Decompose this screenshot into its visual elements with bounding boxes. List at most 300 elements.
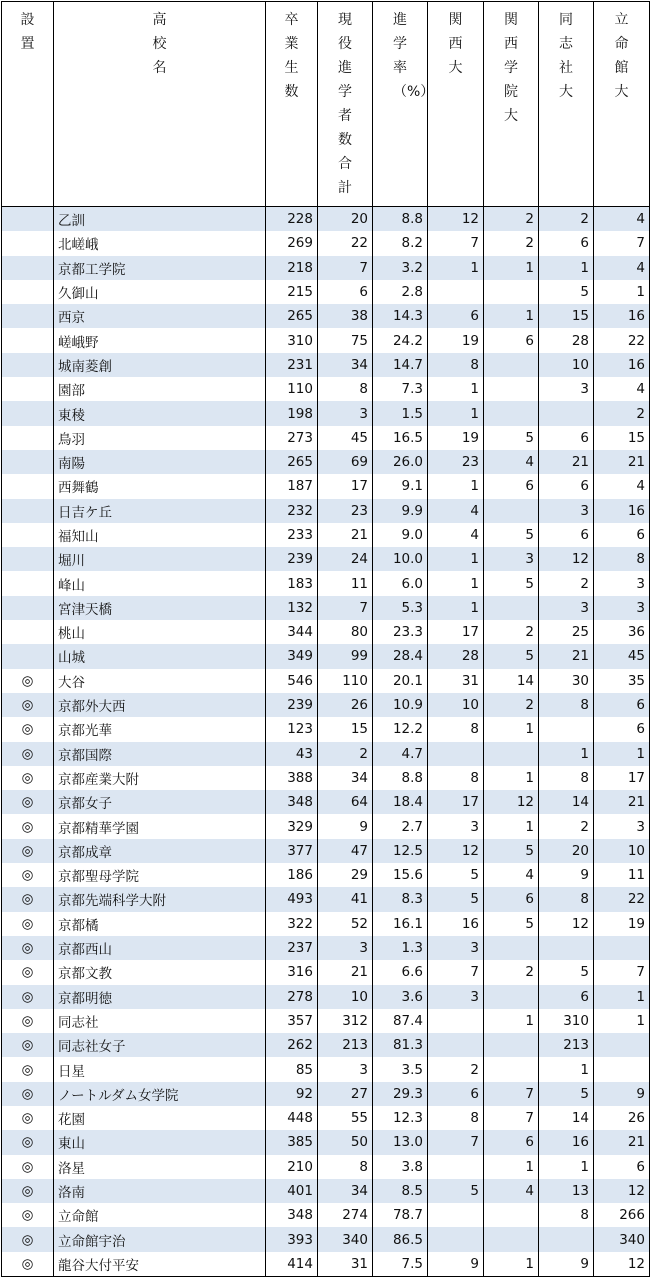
table-row xyxy=(2,1057,650,1081)
school-name-cell: 西京 xyxy=(54,304,266,328)
table-row xyxy=(2,474,650,498)
enrollment-rate-cell: 87.4 xyxy=(373,1009,428,1033)
current-enrollees-cell: 34 xyxy=(318,1179,373,1203)
table-row xyxy=(2,1106,650,1130)
kansai-univ-cell: 3 xyxy=(428,814,484,838)
ritsumeikan-univ-cell: 7 xyxy=(594,231,650,255)
school-name-cell: 日吉ケ丘 xyxy=(54,499,266,523)
kwansei-gakuin-univ-cell xyxy=(484,401,539,425)
kansai-univ-cell xyxy=(428,1203,484,1227)
table-row xyxy=(2,814,650,838)
kansai-univ-cell: 19 xyxy=(428,426,484,450)
school-name-cell: 京都西山 xyxy=(54,936,266,960)
enrollment-rate-cell: 9.0 xyxy=(373,523,428,547)
kwansei-gakuin-univ-cell xyxy=(484,353,539,377)
ritsumeikan-univ-cell: 4 xyxy=(594,474,650,498)
kwansei-gakuin-univ-cell: 5 xyxy=(484,523,539,547)
graduates-cell: 388 xyxy=(266,766,318,790)
school-name-cell: 桃山 xyxy=(54,620,266,644)
enrollment-rate-cell: 12.3 xyxy=(373,1106,428,1130)
table-row xyxy=(2,1203,650,1227)
current-enrollees-cell: 64 xyxy=(318,790,373,814)
header-row xyxy=(2,2,650,207)
school-name-cell: 京都女子 xyxy=(54,790,266,814)
graduates-cell: 269 xyxy=(266,231,318,255)
doshisha-univ-cell: 6 xyxy=(539,474,594,498)
school-name-cell: 山城 xyxy=(54,644,266,668)
kansai-univ-cell xyxy=(428,1227,484,1251)
enrollment-rate-cell: 8.8 xyxy=(373,207,428,232)
doshisha-univ-cell: 15 xyxy=(539,304,594,328)
setting-mark-cell: ◎ xyxy=(2,1009,54,1033)
school-name-cell: 久御山 xyxy=(54,280,266,304)
current-enrollees-cell: 22 xyxy=(318,231,373,255)
current-enrollees-cell: 31 xyxy=(318,1252,373,1277)
setting-mark-cell: ◎ xyxy=(2,1106,54,1130)
graduates-cell: 187 xyxy=(266,474,318,498)
school-name-cell: 日星 xyxy=(54,1057,266,1081)
current-enrollees-cell: 23 xyxy=(318,499,373,523)
setting-mark-cell: ◎ xyxy=(2,985,54,1009)
enrollment-rate-cell: 12.5 xyxy=(373,839,428,863)
doshisha-univ-cell: 6 xyxy=(539,985,594,1009)
kansai-univ-cell: 1 xyxy=(428,596,484,620)
current-enrollees-cell: 17 xyxy=(318,474,373,498)
doshisha-univ-cell: 5 xyxy=(539,1082,594,1106)
table-row xyxy=(2,353,650,377)
school-name-cell: 福知山 xyxy=(54,523,266,547)
current-enrollees-cell: 99 xyxy=(318,644,373,668)
kansai-univ-cell xyxy=(428,742,484,766)
kansai-univ-cell xyxy=(428,1009,484,1033)
ritsumeikan-univ-cell: 12 xyxy=(594,1179,650,1203)
setting-mark-cell xyxy=(2,523,54,547)
ritsumeikan-univ-cell: 266 xyxy=(594,1203,650,1227)
current-enrollees-cell: 2 xyxy=(318,742,373,766)
doshisha-univ-cell: 30 xyxy=(539,669,594,693)
ritsumeikan-univ-cell: 1 xyxy=(594,742,650,766)
kwansei-gakuin-univ-cell xyxy=(484,936,539,960)
enrollment-rate-cell: 16.5 xyxy=(373,426,428,450)
graduates-cell: 310 xyxy=(266,328,318,352)
enrollment-rate-cell: 6.0 xyxy=(373,571,428,595)
table-row xyxy=(2,207,650,232)
table-row xyxy=(2,669,650,693)
graduates-cell: 357 xyxy=(266,1009,318,1033)
setting-mark-cell: ◎ xyxy=(2,717,54,741)
doshisha-univ-cell: 14 xyxy=(539,790,594,814)
enrollment-rate-cell: 4.7 xyxy=(373,742,428,766)
graduates-cell: 237 xyxy=(266,936,318,960)
doshisha-univ-cell: 2 xyxy=(539,207,594,232)
kwansei-gakuin-univ-cell xyxy=(484,742,539,766)
doshisha-univ-cell: 213 xyxy=(539,1033,594,1057)
graduates-cell: 377 xyxy=(266,839,318,863)
kwansei-gakuin-univ-cell: 2 xyxy=(484,207,539,232)
school-name-cell: 京都工学院 xyxy=(54,256,266,280)
school-name-cell: 城南菱創 xyxy=(54,353,266,377)
enrollment-rate-cell: 3.6 xyxy=(373,985,428,1009)
graduates-cell: 232 xyxy=(266,499,318,523)
kansai-univ-cell: 8 xyxy=(428,353,484,377)
kansai-univ-cell: 1 xyxy=(428,401,484,425)
kansai-univ-cell xyxy=(428,1033,484,1057)
header-kwansei-gakuin-univ: 関西学院大 xyxy=(484,2,539,207)
setting-mark-cell: ◎ xyxy=(2,887,54,911)
enrollment-rate-cell: 10.9 xyxy=(373,693,428,717)
current-enrollees-cell: 55 xyxy=(318,1106,373,1130)
graduates-cell: 329 xyxy=(266,814,318,838)
enrollment-rate-cell: 14.7 xyxy=(373,353,428,377)
graduates-cell: 233 xyxy=(266,523,318,547)
doshisha-univ-cell: 3 xyxy=(539,377,594,401)
ritsumeikan-univ-cell xyxy=(594,936,650,960)
kansai-univ-cell: 8 xyxy=(428,717,484,741)
header-enrollment-rate: 進学率（%） xyxy=(373,2,428,207)
school-name-cell: 京都国際 xyxy=(54,742,266,766)
doshisha-univ-cell: 5 xyxy=(539,960,594,984)
ritsumeikan-univ-cell: 21 xyxy=(594,450,650,474)
table-row xyxy=(2,644,650,668)
graduates-cell: 239 xyxy=(266,547,318,571)
table-row xyxy=(2,499,650,523)
kwansei-gakuin-univ-cell xyxy=(484,1227,539,1251)
setting-mark-cell: ◎ xyxy=(2,1155,54,1179)
school-name-cell: 同志社 xyxy=(54,1009,266,1033)
school-name-cell: 京都産業大附 xyxy=(54,766,266,790)
enrollment-rate-cell: 13.0 xyxy=(373,1130,428,1154)
kansai-univ-cell: 3 xyxy=(428,985,484,1009)
setting-mark-cell xyxy=(2,328,54,352)
graduates-cell: 385 xyxy=(266,1130,318,1154)
setting-mark-cell xyxy=(2,426,54,450)
kansai-univ-cell xyxy=(428,1155,484,1179)
table-row xyxy=(2,1009,650,1033)
setting-mark-cell: ◎ xyxy=(2,1203,54,1227)
current-enrollees-cell: 34 xyxy=(318,353,373,377)
school-name-cell: 洛星 xyxy=(54,1155,266,1179)
enrollment-rate-cell: 7.3 xyxy=(373,377,428,401)
kwansei-gakuin-univ-cell: 2 xyxy=(484,693,539,717)
ritsumeikan-univ-cell: 22 xyxy=(594,887,650,911)
current-enrollees-cell: 34 xyxy=(318,766,373,790)
graduates-cell: 414 xyxy=(266,1252,318,1277)
kansai-univ-cell: 31 xyxy=(428,669,484,693)
doshisha-univ-cell: 13 xyxy=(539,1179,594,1203)
setting-mark-cell: ◎ xyxy=(2,1130,54,1154)
current-enrollees-cell: 312 xyxy=(318,1009,373,1033)
ritsumeikan-univ-cell: 340 xyxy=(594,1227,650,1251)
doshisha-univ-cell: 6 xyxy=(539,523,594,547)
current-enrollees-cell: 15 xyxy=(318,717,373,741)
setting-mark-cell: ◎ xyxy=(2,1252,54,1277)
doshisha-univ-cell: 20 xyxy=(539,839,594,863)
doshisha-univ-cell: 28 xyxy=(539,328,594,352)
kansai-univ-cell: 17 xyxy=(428,790,484,814)
school-name-cell: 立命館宇治 xyxy=(54,1227,266,1251)
ritsumeikan-univ-cell: 7 xyxy=(594,960,650,984)
ritsumeikan-univ-cell: 9 xyxy=(594,1082,650,1106)
ritsumeikan-univ-cell: 3 xyxy=(594,571,650,595)
kansai-univ-cell: 8 xyxy=(428,766,484,790)
enrollment-rate-cell: 3.8 xyxy=(373,1155,428,1179)
table-row xyxy=(2,936,650,960)
current-enrollees-cell: 6 xyxy=(318,280,373,304)
graduates-cell: 262 xyxy=(266,1033,318,1057)
school-name-cell: 同志社女子 xyxy=(54,1033,266,1057)
current-enrollees-cell: 41 xyxy=(318,887,373,911)
ritsumeikan-univ-cell: 21 xyxy=(594,1130,650,1154)
table-row xyxy=(2,863,650,887)
school-name-cell: 京都精華学園 xyxy=(54,814,266,838)
current-enrollees-cell: 8 xyxy=(318,1155,373,1179)
enrollment-rate-cell: 7.5 xyxy=(373,1252,428,1277)
kwansei-gakuin-univ-cell: 1 xyxy=(484,766,539,790)
graduates-cell: 493 xyxy=(266,887,318,911)
enrollment-rate-cell: 18.4 xyxy=(373,790,428,814)
current-enrollees-cell: 20 xyxy=(318,207,373,232)
school-name-cell: 峰山 xyxy=(54,571,266,595)
setting-mark-cell xyxy=(2,620,54,644)
table-row xyxy=(2,1033,650,1057)
table-row xyxy=(2,426,650,450)
graduates-cell: 215 xyxy=(266,280,318,304)
table-row xyxy=(2,985,650,1009)
kansai-univ-cell: 4 xyxy=(428,523,484,547)
graduates-cell: 265 xyxy=(266,304,318,328)
kwansei-gakuin-univ-cell: 6 xyxy=(484,328,539,352)
ritsumeikan-univ-cell: 19 xyxy=(594,912,650,936)
graduates-cell: 43 xyxy=(266,742,318,766)
table-row xyxy=(2,547,650,571)
graduates-cell: 198 xyxy=(266,401,318,425)
table-row xyxy=(2,280,650,304)
kwansei-gakuin-univ-cell: 1 xyxy=(484,814,539,838)
kwansei-gakuin-univ-cell: 1 xyxy=(484,717,539,741)
ritsumeikan-univ-cell: 6 xyxy=(594,717,650,741)
doshisha-univ-cell: 21 xyxy=(539,644,594,668)
ritsumeikan-univ-cell xyxy=(594,1057,650,1081)
kansai-univ-cell: 28 xyxy=(428,644,484,668)
kwansei-gakuin-univ-cell: 3 xyxy=(484,547,539,571)
setting-mark-cell: ◎ xyxy=(2,936,54,960)
setting-mark-cell: ◎ xyxy=(2,1033,54,1057)
graduates-cell: 210 xyxy=(266,1155,318,1179)
doshisha-univ-cell: 8 xyxy=(539,766,594,790)
table-row xyxy=(2,1252,650,1277)
kansai-univ-cell: 3 xyxy=(428,936,484,960)
doshisha-univ-cell: 1 xyxy=(539,1155,594,1179)
doshisha-univ-cell: 25 xyxy=(539,620,594,644)
table-row xyxy=(2,596,650,620)
doshisha-univ-cell: 310 xyxy=(539,1009,594,1033)
table-row xyxy=(2,401,650,425)
doshisha-univ-cell: 9 xyxy=(539,863,594,887)
enrollment-rate-cell: 9.9 xyxy=(373,499,428,523)
kansai-univ-cell: 7 xyxy=(428,960,484,984)
setting-mark-cell xyxy=(2,450,54,474)
kwansei-gakuin-univ-cell: 7 xyxy=(484,1082,539,1106)
ritsumeikan-univ-cell: 6 xyxy=(594,693,650,717)
kansai-univ-cell: 7 xyxy=(428,231,484,255)
kwansei-gakuin-univ-cell: 1 xyxy=(484,304,539,328)
ritsumeikan-univ-cell: 1 xyxy=(594,280,650,304)
kansai-univ-cell: 1 xyxy=(428,474,484,498)
enrollment-rate-cell: 24.2 xyxy=(373,328,428,352)
setting-mark-cell: ◎ xyxy=(2,814,54,838)
setting-mark-cell: ◎ xyxy=(2,1179,54,1203)
kansai-univ-cell: 23 xyxy=(428,450,484,474)
doshisha-univ-cell: 8 xyxy=(539,887,594,911)
enrollment-rate-cell: 10.0 xyxy=(373,547,428,571)
setting-mark-cell: ◎ xyxy=(2,960,54,984)
kwansei-gakuin-univ-cell: 7 xyxy=(484,1106,539,1130)
graduates-cell: 186 xyxy=(266,863,318,887)
current-enrollees-cell: 47 xyxy=(318,839,373,863)
graduates-cell: 322 xyxy=(266,912,318,936)
setting-mark-cell xyxy=(2,499,54,523)
table-row xyxy=(2,1227,650,1251)
setting-mark-cell: ◎ xyxy=(2,863,54,887)
current-enrollees-cell: 27 xyxy=(318,1082,373,1106)
enrollment-rate-cell: 2.8 xyxy=(373,280,428,304)
table-row xyxy=(2,328,650,352)
enrollment-rate-cell: 8.3 xyxy=(373,887,428,911)
school-name-cell: 京都聖母学院 xyxy=(54,863,266,887)
doshisha-univ-cell: 21 xyxy=(539,450,594,474)
school-name-cell: 花園 xyxy=(54,1106,266,1130)
header-current-enrollees: 現役進学者数合計 xyxy=(318,2,373,207)
school-name-cell: 東山 xyxy=(54,1130,266,1154)
current-enrollees-cell: 3 xyxy=(318,401,373,425)
current-enrollees-cell: 340 xyxy=(318,1227,373,1251)
header-setting: 設置 xyxy=(2,2,54,207)
kwansei-gakuin-univ-cell: 6 xyxy=(484,474,539,498)
current-enrollees-cell: 75 xyxy=(318,328,373,352)
setting-mark-cell: ◎ xyxy=(2,669,54,693)
kwansei-gakuin-univ-cell: 1 xyxy=(484,1009,539,1033)
ritsumeikan-univ-cell: 35 xyxy=(594,669,650,693)
enrollment-rate-cell: 23.3 xyxy=(373,620,428,644)
school-name-cell: 京都光華 xyxy=(54,717,266,741)
doshisha-univ-cell: 16 xyxy=(539,1130,594,1154)
ritsumeikan-univ-cell: 26 xyxy=(594,1106,650,1130)
kansai-univ-cell: 6 xyxy=(428,304,484,328)
school-name-cell: 京都成章 xyxy=(54,839,266,863)
kansai-univ-cell: 5 xyxy=(428,887,484,911)
enrollment-rate-cell: 14.3 xyxy=(373,304,428,328)
kwansei-gakuin-univ-cell xyxy=(484,985,539,1009)
ritsumeikan-univ-cell: 22 xyxy=(594,328,650,352)
kwansei-gakuin-univ-cell: 4 xyxy=(484,1179,539,1203)
kwansei-gakuin-univ-cell: 4 xyxy=(484,450,539,474)
header-school-name: 高校名 xyxy=(54,2,266,207)
ritsumeikan-univ-cell: 2 xyxy=(594,401,650,425)
kansai-univ-cell: 2 xyxy=(428,1057,484,1081)
doshisha-univ-cell: 1 xyxy=(539,1057,594,1081)
table-body xyxy=(2,207,650,1277)
graduates-cell: 348 xyxy=(266,1203,318,1227)
doshisha-univ-cell: 9 xyxy=(539,1252,594,1277)
current-enrollees-cell: 11 xyxy=(318,571,373,595)
setting-mark-cell: ◎ xyxy=(2,766,54,790)
ritsumeikan-univ-cell: 12 xyxy=(594,1252,650,1277)
ritsumeikan-univ-cell: 4 xyxy=(594,207,650,232)
graduates-cell: 348 xyxy=(266,790,318,814)
table-row xyxy=(2,717,650,741)
table-row xyxy=(2,620,650,644)
current-enrollees-cell: 274 xyxy=(318,1203,373,1227)
ritsumeikan-univ-cell: 3 xyxy=(594,596,650,620)
kwansei-gakuin-univ-cell: 2 xyxy=(484,960,539,984)
setting-mark-cell: ◎ xyxy=(2,790,54,814)
doshisha-univ-cell: 3 xyxy=(539,596,594,620)
table-row xyxy=(2,1082,650,1106)
enrollment-rate-cell: 28.4 xyxy=(373,644,428,668)
kwansei-gakuin-univ-cell: 5 xyxy=(484,912,539,936)
setting-mark-cell xyxy=(2,353,54,377)
kwansei-gakuin-univ-cell xyxy=(484,499,539,523)
doshisha-univ-cell: 14 xyxy=(539,1106,594,1130)
table-row xyxy=(2,839,650,863)
setting-mark-cell xyxy=(2,256,54,280)
graduates-cell: 228 xyxy=(266,207,318,232)
kwansei-gakuin-univ-cell: 5 xyxy=(484,839,539,863)
graduates-cell: 239 xyxy=(266,693,318,717)
graduates-cell: 110 xyxy=(266,377,318,401)
current-enrollees-cell: 26 xyxy=(318,693,373,717)
kansai-univ-cell: 4 xyxy=(428,499,484,523)
current-enrollees-cell: 50 xyxy=(318,1130,373,1154)
table-row xyxy=(2,742,650,766)
kwansei-gakuin-univ-cell: 4 xyxy=(484,863,539,887)
doshisha-univ-cell xyxy=(539,1227,594,1251)
enrollment-rate-cell: 3.2 xyxy=(373,256,428,280)
school-name-cell: 立命館 xyxy=(54,1203,266,1227)
enrollment-rate-cell: 1.3 xyxy=(373,936,428,960)
table-row xyxy=(2,1155,650,1179)
school-name-cell: 京都明徳 xyxy=(54,985,266,1009)
setting-mark-cell: ◎ xyxy=(2,742,54,766)
table-row xyxy=(2,256,650,280)
current-enrollees-cell: 45 xyxy=(318,426,373,450)
graduates-cell: 349 xyxy=(266,644,318,668)
graduates-cell: 123 xyxy=(266,717,318,741)
current-enrollees-cell: 110 xyxy=(318,669,373,693)
graduates-cell: 85 xyxy=(266,1057,318,1081)
kansai-univ-cell xyxy=(428,280,484,304)
graduates-cell: 401 xyxy=(266,1179,318,1203)
setting-mark-cell: ◎ xyxy=(2,1227,54,1251)
doshisha-univ-cell: 5 xyxy=(539,280,594,304)
doshisha-univ-cell: 3 xyxy=(539,499,594,523)
doshisha-univ-cell xyxy=(539,401,594,425)
school-name-cell: 京都外大西 xyxy=(54,693,266,717)
ritsumeikan-univ-cell: 17 xyxy=(594,766,650,790)
kansai-univ-cell: 5 xyxy=(428,1179,484,1203)
table-row xyxy=(2,231,650,255)
graduates-cell: 546 xyxy=(266,669,318,693)
current-enrollees-cell: 21 xyxy=(318,960,373,984)
kwansei-gakuin-univ-cell xyxy=(484,280,539,304)
kwansei-gakuin-univ-cell: 2 xyxy=(484,231,539,255)
school-name-cell: 東稜 xyxy=(54,401,266,425)
doshisha-univ-cell: 6 xyxy=(539,426,594,450)
current-enrollees-cell: 213 xyxy=(318,1033,373,1057)
table-row xyxy=(2,523,650,547)
school-name-cell: 宮津天橋 xyxy=(54,596,266,620)
enrollment-rate-cell: 2.7 xyxy=(373,814,428,838)
